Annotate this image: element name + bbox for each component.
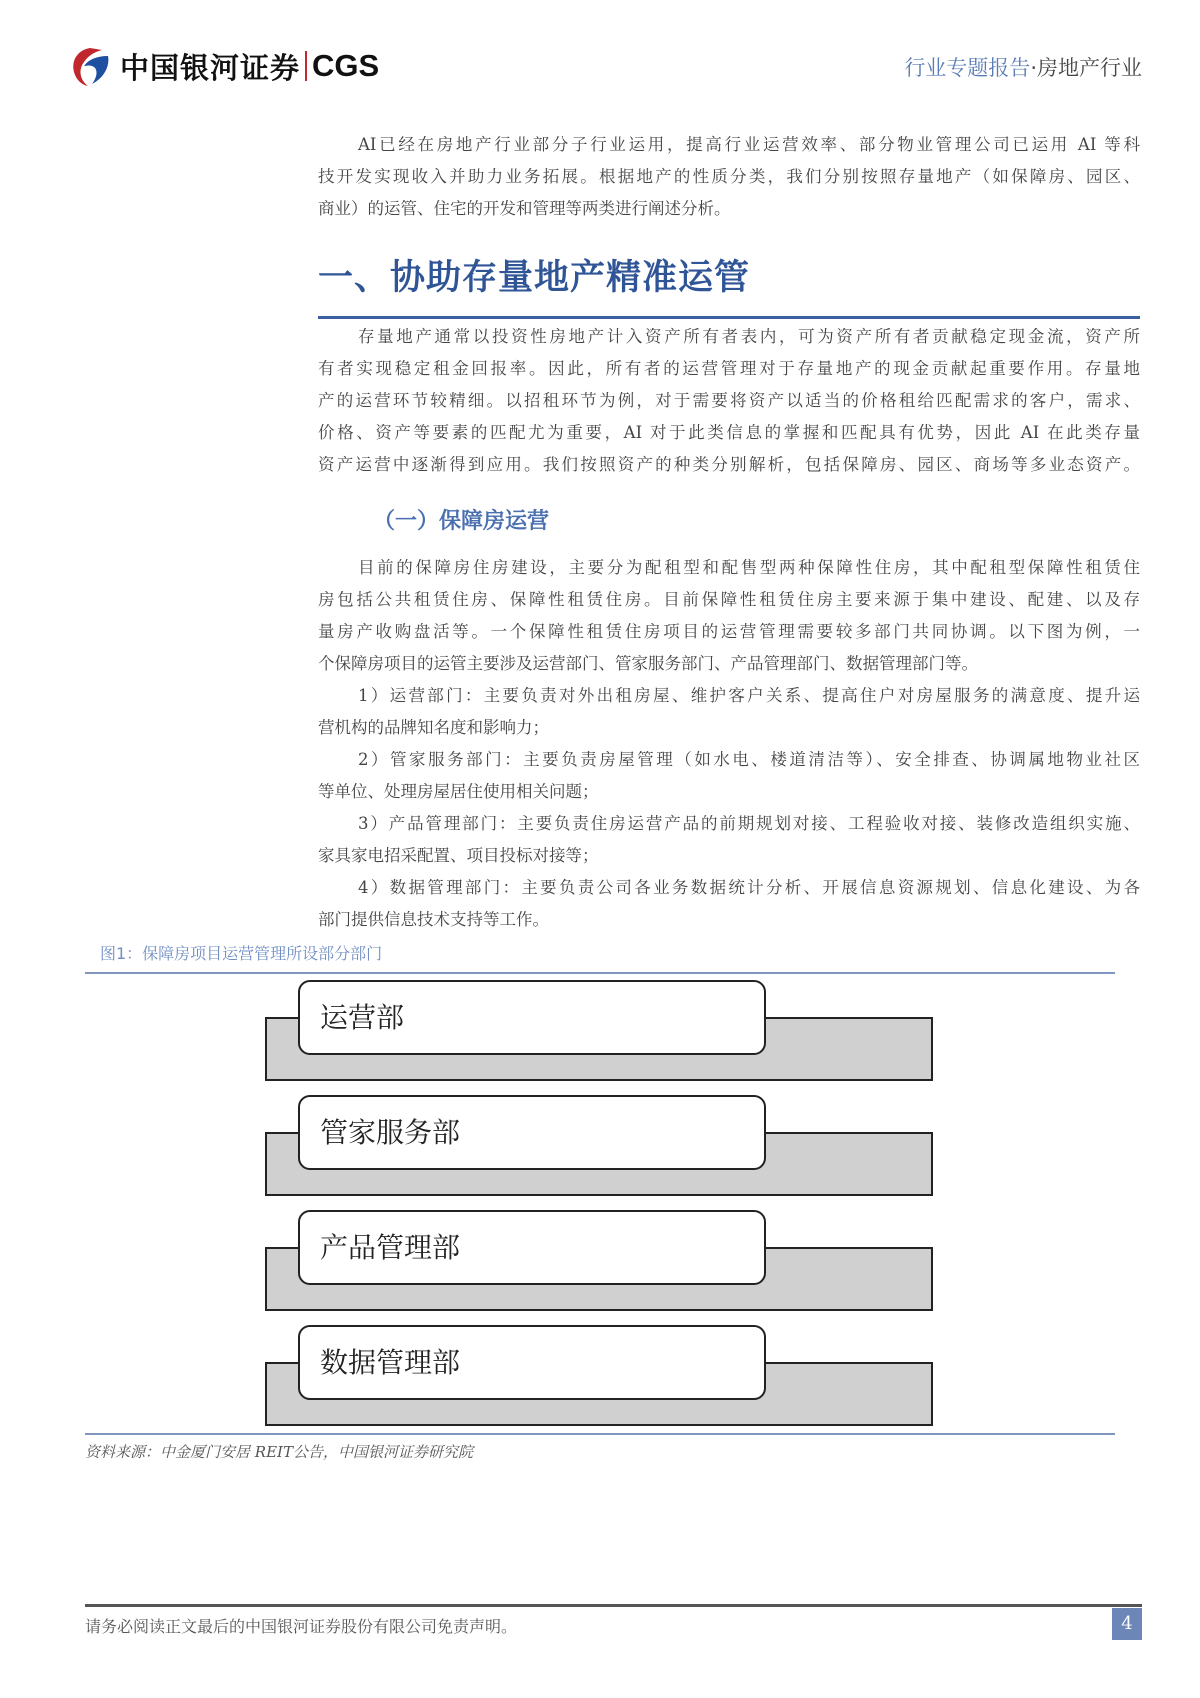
intro-paragraph xyxy=(318,129,1140,225)
department-box: 数据管理部 xyxy=(298,1325,766,1400)
subsection-heading: （一）保障房运营 xyxy=(373,508,550,534)
industry: 房地产行业 xyxy=(1037,56,1142,80)
list-item-line: 家具家电招采配置、项目投标对接等； xyxy=(318,846,599,865)
text-line: 量房产收购盘活等。一个保障性租赁住房项目的运营管理需要较多部门共同协调。以下图为例，一 xyxy=(318,622,1140,641)
text-line: AI已经在房地产行业部分子行业运用，提高行业运营效率、部分物业管理公司已运用 AI 等科 xyxy=(358,135,1140,154)
report-type: 行业专题报告 xyxy=(904,56,1031,80)
logo-en: CGS xyxy=(312,48,380,83)
text-line: 有者实现稳定租金回报率。因此，所有者的运营管理对于存量地产的现金贡献起重要作用。存量地 xyxy=(318,359,1140,378)
footer-rule xyxy=(85,1604,1142,1607)
text-line: 产的运营环节较精细。以招租环节为例，对于需要将资产以适当的价格租给匹配需求的客户，需求、 xyxy=(318,391,1140,410)
page-number: 4 xyxy=(1112,1608,1142,1640)
cgs-logo-icon xyxy=(68,44,114,88)
figure-caption: 图1：保障房项目运营管理所设部分部门 xyxy=(100,944,383,963)
company-logo xyxy=(68,44,379,88)
logo-divider xyxy=(305,51,307,81)
heading-rule xyxy=(318,316,1140,319)
report-sep: · xyxy=(1030,56,1037,80)
logo-cn: 中国银河证券 xyxy=(120,50,301,85)
department-box: 运营部 xyxy=(298,980,766,1055)
subsection-paragraph xyxy=(318,552,1140,936)
text-line: 目前的保障房住房建设，主要分为配租型和配售型两种保障性住房，其中配租型保障性租赁住 xyxy=(358,558,1140,577)
report-label xyxy=(904,52,1142,82)
list-item-line: 2）管家服务部门：主要负责房屋管理（如水电、楼道清洁等）、安全排查、协调属地物业社区 xyxy=(358,750,1140,769)
department-box: 管家服务部 xyxy=(298,1095,766,1170)
list-item-line: 1）运营部门：主要负责对外出租房屋、维护客户关系、提高住户对房屋服务的满意度、提升运 xyxy=(358,686,1140,705)
section-paragraph xyxy=(318,321,1140,481)
text-line: 房包括公共租赁住房、保障性租赁住房。目前保障性租赁住房主要来源于集中建设、配建、以及存 xyxy=(318,590,1140,609)
list-item-line: 3）产品管理部门：主要负责住房运营产品的前期规划对接、工程验收对接、装修改造组织实施、 xyxy=(358,814,1140,833)
list-item-line: 等单位、处理房屋居住使用相关问题； xyxy=(318,782,599,801)
list-item-line: 部门提供信息技术支持等工作。 xyxy=(318,910,549,929)
text-line: 商业）的运管、住宅的开发和管理等两类进行阐述分析。 xyxy=(318,199,731,218)
department-box: 产品管理部 xyxy=(298,1210,766,1285)
text-line: 个保障房项目的运管主要涉及运营部门、管家服务部门、产品管理部门、数据管理部门等。 xyxy=(318,654,978,673)
figure-top-rule xyxy=(85,972,1115,974)
text-line: 技开发实现收入并助力业务拓展。根据地产的性质分类，我们分别按照存量地产（如保障房、园区、 xyxy=(318,167,1140,186)
list-item-line: 营机构的品牌知名度和影响力； xyxy=(318,718,549,737)
figure-bottom-rule xyxy=(85,1433,1115,1435)
footer-disclaimer: 请务必阅读正文最后的中国银河证券股份有限公司免责声明。 xyxy=(85,1617,518,1636)
list-item-line: 4）数据管理部门：主要负责公司各业务数据统计分析、开展信息资源规划、信息化建设、为各 xyxy=(358,878,1140,897)
figure-source: 资料来源：中金厦门安居 REIT公告，中国银河证券研究院 xyxy=(85,1443,473,1461)
text-line: 价格、资产等要素的匹配尤为重要，AI 对于此类信息的掌握和匹配具有优势，因此 AI 在此类存量 xyxy=(318,423,1140,442)
text-line: 资产运营中逐渐得到应用。我们按照资产的种类分别解析，包括保障房、园区、商场等多业态资产。 xyxy=(318,455,1140,474)
text-line: 存量地产通常以投资性房地产计入资产所有者表内，可为资产所有者贡献稳定现金流，资产所 xyxy=(358,327,1140,346)
section-heading: 一、协助存量地产精准运管 xyxy=(318,257,751,298)
